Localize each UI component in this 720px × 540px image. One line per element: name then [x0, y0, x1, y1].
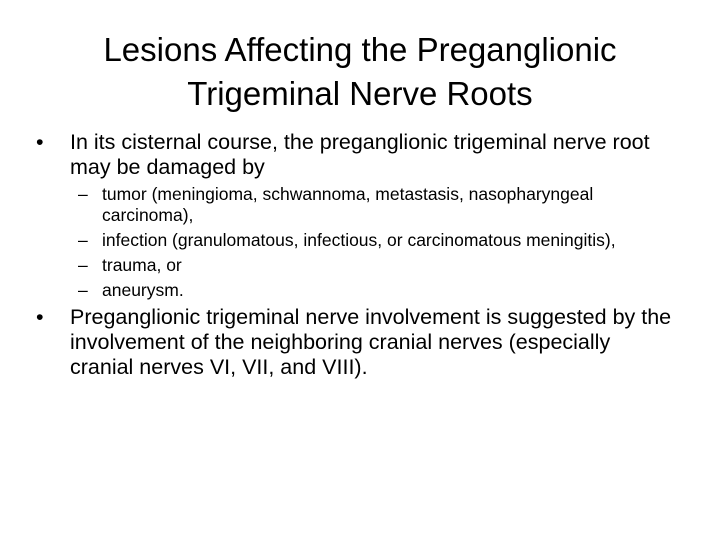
slide-title-line-2: Trigeminal Nerve Roots: [187, 75, 533, 112]
slide-title: [40, 28, 680, 116]
sub-bullet-marker: –: [78, 255, 88, 275]
bullet-text: Preganglionic trigeminal nerve involvement is suggested by the involvement of the neighboring cranial nerves (especially cranial nerves VI, VII, and VIII).: [70, 305, 672, 379]
bullet-marker: •: [36, 305, 44, 329]
sub-bullet-text: tumor (meningioma, schwannoma, metastasis, nasopharyngeal carcinoma),: [102, 184, 594, 225]
bullet-marker: •: [36, 130, 44, 154]
sub-bullet-item: [34, 184, 674, 226]
sub-bullet-list: [34, 184, 674, 301]
sub-bullet-item: [34, 255, 674, 276]
slide-body: [34, 130, 674, 384]
sub-bullet-item: [34, 230, 674, 251]
sub-bullet-marker: –: [78, 184, 88, 204]
slide-title-line-1: Lesions Affecting the Preganglionic: [103, 31, 617, 68]
bullet-item: [34, 305, 674, 380]
sub-bullet-text: aneurysm.: [102, 280, 184, 300]
bullet-item: [34, 130, 674, 180]
bullet-text: In its cisternal course, the preganglionic trigeminal nerve root may be damaged by: [70, 130, 650, 179]
sub-bullet-marker: –: [78, 280, 88, 300]
sub-bullet-text: infection (granulomatous, infectious, or carcinomatous meningitis),: [102, 230, 616, 250]
sub-bullet-item: [34, 280, 674, 301]
sub-bullet-marker: –: [78, 230, 88, 250]
sub-bullet-text: trauma, or: [102, 255, 182, 275]
